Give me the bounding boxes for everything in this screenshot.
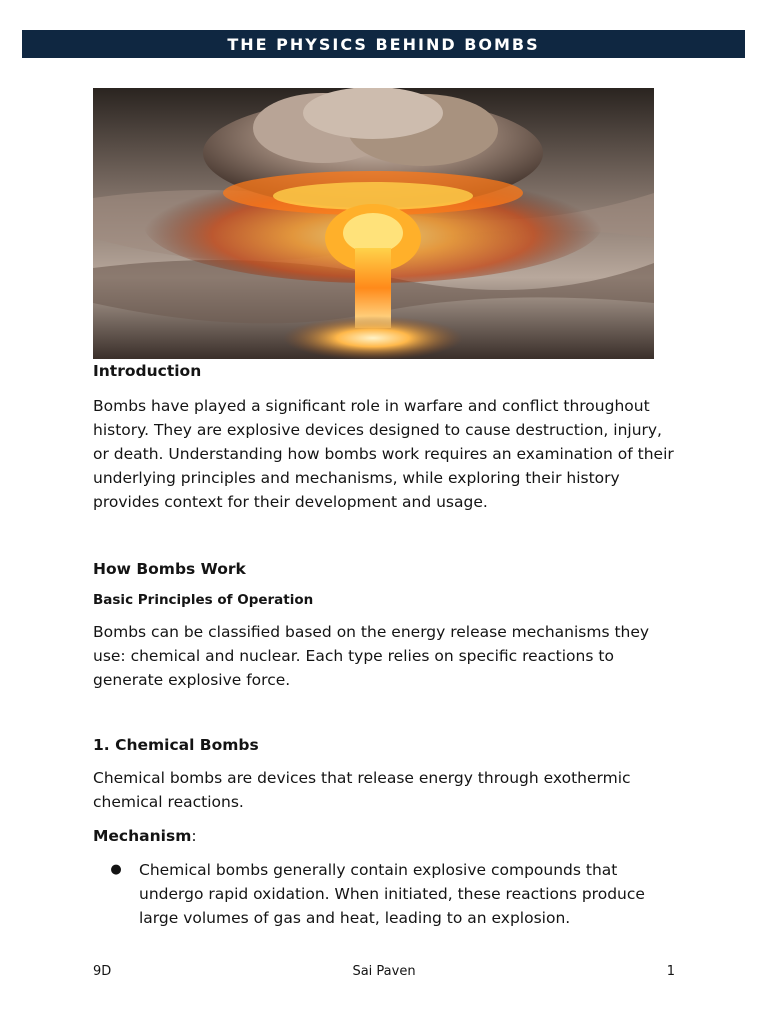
mushroom-cloud-image [93, 88, 654, 359]
page-footer [93, 962, 675, 982]
mushroom-cloud-icon [93, 88, 654, 359]
list-item [93, 858, 678, 930]
title-banner [22, 30, 745, 58]
introduction-heading: Introduction [93, 362, 202, 380]
footer-left: 9D [93, 964, 112, 979]
mechanism-colon: : [191, 827, 197, 845]
mechanism-label [93, 824, 678, 848]
bullet-icon: ● [110, 862, 122, 877]
page-title: THE PHYSICS BEHIND BOMBS [227, 34, 540, 54]
article-body [93, 360, 678, 930]
mechanism-label-text: Mechanism [93, 827, 192, 845]
introduction-paragraph: Bombs have played a significant role in warfare and conflict throughout history. They are explosive devices designed to cause destruction, injury, or death. Understanding how bombs work requires an examination of their underlying principles and mechanisms, while exploring their history provides context for their development and usage. [93, 397, 674, 511]
mechanism-bullet-text: Chemical bombs generally contain explosive compounds that undergo rapid oxidation. When initiated, these reactions produce large volumes of gas and heat, leading to an explosion. [139, 861, 645, 927]
how-bombs-work-heading: How Bombs Work [93, 560, 246, 578]
footer-author: Sai Paven [352, 964, 416, 979]
basic-principles-subheading: Basic Principles of Operation [93, 592, 314, 608]
chemical-bombs-heading: 1. Chemical Bombs [93, 736, 259, 754]
basic-principles-paragraph: Bombs can be classified based on the energy release mechanisms they use: chemical and nuclear. Each type relies on specific reactions to generate explosive force. [93, 623, 650, 689]
page-number: 1 [666, 964, 675, 979]
chemical-bombs-paragraph: Chemical bombs are devices that release energy through exothermic chemical reactions. [93, 769, 631, 811]
